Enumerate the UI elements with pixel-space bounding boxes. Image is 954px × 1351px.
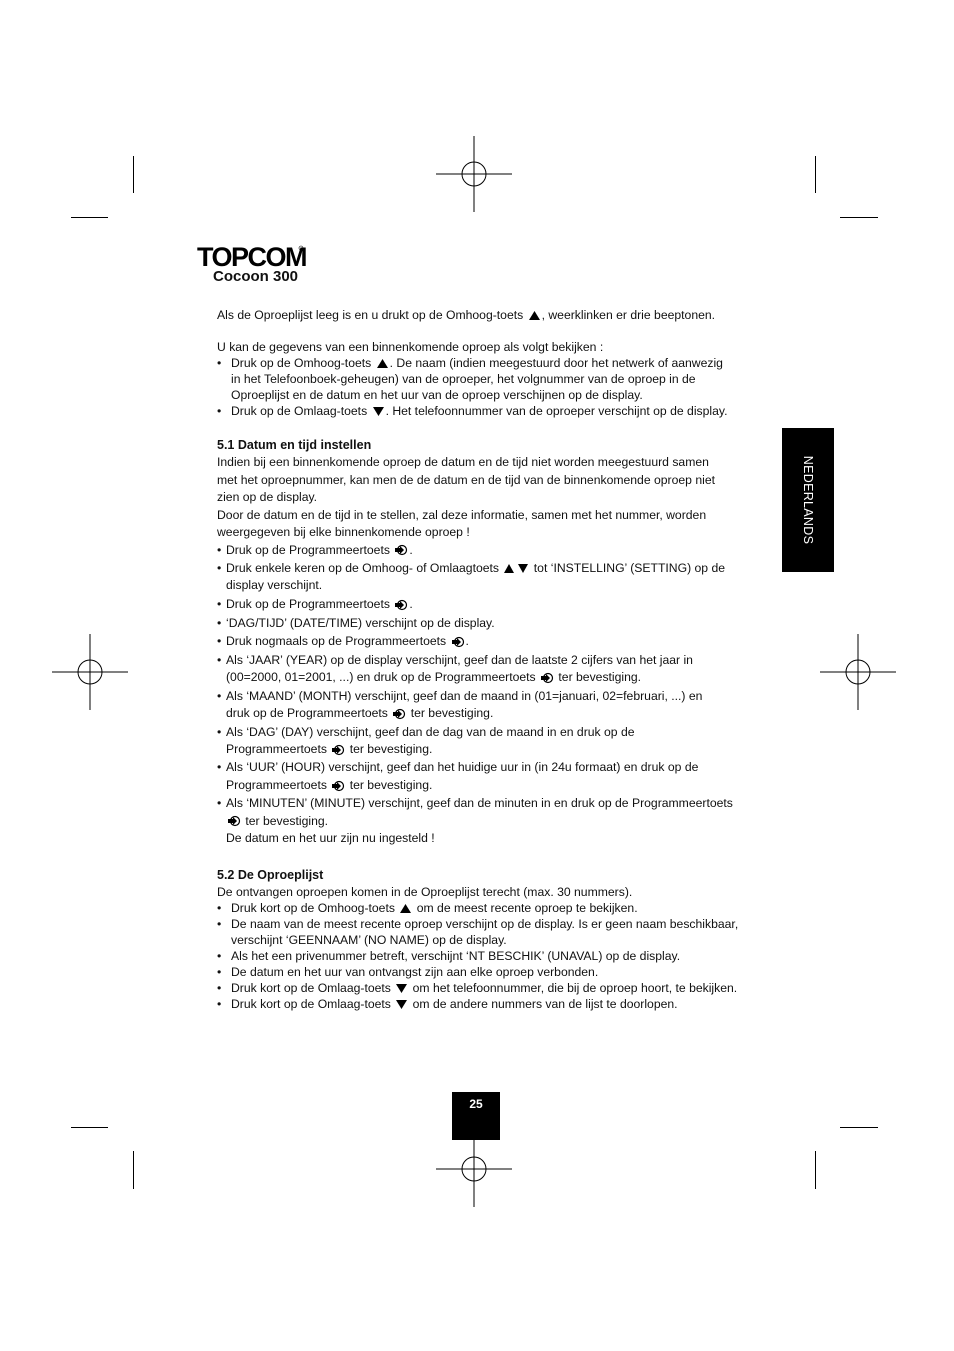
up-arrow-icon bbox=[528, 310, 541, 321]
paragraph: Indien bij een binnenkomende oproep de datum en de tijd niet worden meegestuurd samen met het oproepnummer, kan men de de datum en de tijd van de binnenkomende oproep niet zien op de display. bbox=[217, 455, 715, 504]
list-item: • ‘DAG/TIJD’ (DATE/TIME) verschijnt op de display. bbox=[217, 615, 495, 630]
paragraph: De ontvangen oproepen komen in de Oproeplijst terecht (max. 30 nummers). bbox=[217, 884, 633, 899]
crop-mark bbox=[840, 1127, 878, 1128]
list-item: • Druk kort op de Omlaag-toets om het telefoonnummer, die bij de oproep hoort, te bekijken. bbox=[217, 980, 738, 995]
down-arrow-icon bbox=[395, 999, 408, 1010]
list-item: • Druk op de Omhoog-toets . De naam (indien meegestuurd door het netwerk of aanwezig in het Telefoonboek-geheugen) van de oproeper, het volgnummer van de oproep in de Oproeplijst en de datum en het uur van de oproep verschijnen op de display. bbox=[217, 356, 723, 402]
registration-mark-icon bbox=[52, 634, 128, 710]
down-arrow-icon bbox=[372, 406, 385, 417]
up-arrow-icon bbox=[503, 563, 515, 574]
up-arrow-icon bbox=[399, 903, 412, 914]
down-arrow-icon bbox=[395, 983, 408, 994]
registration-mark-icon bbox=[436, 1131, 512, 1207]
list-item: • De datum en het uur van ontvangst zijn aan elke oproep verbonden. bbox=[217, 964, 599, 979]
list-item: • Druk op de Programmeertoets . bbox=[217, 542, 413, 557]
up-arrow-icon bbox=[376, 358, 389, 369]
section-heading: 5.2 De Oproeplijst bbox=[217, 867, 324, 882]
svg-text:TOPCOM: TOPCOM bbox=[197, 242, 307, 270]
crop-mark bbox=[133, 1151, 134, 1189]
crop-mark bbox=[71, 217, 108, 218]
page-number-box bbox=[452, 1092, 500, 1140]
list-item: • Als ‘UUR’ (HOUR) verschijnt, geef dan het huidige uur in (in 24u formaat) en druk op de Programmeertoets ter bevestiging. bbox=[217, 760, 699, 792]
model-name: Cocoon 300 bbox=[213, 268, 299, 285]
list-item: • Als ‘JAAR’ (YEAR) op de display verschijnt, geef dan de laatste 2 cijfers van het jaar in (00=2000, 01=2001, ...) en druk op de Programmeertoets ter bevestiging. bbox=[217, 652, 693, 685]
list-item: • Druk kort op de Omhoog-toets om de meest recente oproep te bekijken. bbox=[217, 900, 638, 915]
section-heading: 5.1 Datum en tijd instellen bbox=[217, 438, 372, 452]
list-item: • Als ‘MINUTEN’ (MINUTE) verschijnt, geef dan de minuten in en druk op de Programmeertoets ter bevestiging. De datum en het uur zijn nu ingesteld ! bbox=[217, 796, 733, 845]
list-item: • Druk nogmaals op de Programmeertoets . bbox=[217, 634, 469, 649]
list-item: • Druk kort op de Omlaag-toets om de andere nummers van de lijst te doorlopen. bbox=[217, 996, 678, 1011]
program-key-icon bbox=[451, 636, 465, 648]
registration-mark-icon bbox=[820, 634, 896, 710]
program-key-icon bbox=[540, 672, 554, 684]
list-item: • Als ‘MAAND’ (MONTH) verschijnt, geef dan de maand in (01=januari, 02=februari, ...) en druk op de Programmeertoets ter bevestiging. bbox=[217, 688, 703, 720]
list-item: • Druk op de Programmeertoets . bbox=[217, 596, 413, 611]
crop-mark bbox=[815, 156, 816, 193]
main-content bbox=[217, 307, 752, 1012]
language-tab bbox=[782, 428, 834, 572]
crop-mark bbox=[840, 217, 878, 218]
intro-paragraph: Als de Oproeplijst leeg is en u drukt op de Omhoog-toets , weerklinken er drie beeptonen. bbox=[217, 308, 716, 322]
crop-mark bbox=[71, 1127, 108, 1128]
down-arrow-icon bbox=[517, 563, 529, 574]
page-number: 25 bbox=[469, 1097, 483, 1111]
crop-mark bbox=[815, 1151, 816, 1189]
crop-mark bbox=[133, 156, 134, 193]
list-item: • Als het een privenummer betreft, verschijnt ‘NT BESCHIK’ (UNAVAL) op de display. bbox=[217, 948, 681, 963]
program-key-icon bbox=[394, 599, 408, 611]
program-key-icon bbox=[394, 544, 408, 556]
program-key-icon bbox=[331, 744, 345, 756]
registration-mark-icon bbox=[436, 136, 512, 212]
program-key-icon bbox=[331, 780, 345, 792]
program-key-icon bbox=[392, 708, 406, 720]
topcom-logo bbox=[197, 240, 307, 270]
paragraph: Door de datum en de tijd in te stellen, zal deze informatie, samen met het nummer, worden weergegeven bij elke binnenkomende oproep ! bbox=[217, 507, 707, 539]
list-item: • Druk op de Omlaag-toets . Het telefoonnummer van de oproeper verschijnt op de display. bbox=[217, 404, 728, 418]
list-item: • Druk enkele keren op de Omhoog- of Omlaagtoets tot ‘INSTELLING’ (SETTING) op de display verschijnt. bbox=[217, 561, 726, 593]
intro-paragraph: U kan de gegevens van een binnenkomende oproep als volgt bekijken : bbox=[217, 340, 604, 354]
language-tab-label: NEDERLANDS bbox=[801, 455, 815, 545]
program-key-icon bbox=[227, 815, 241, 827]
list-item: • Als ‘DAG’ (DAY) verschijnt, geef dan de dag van de maand in en druk op de Programmeertoets ter bevestiging. bbox=[217, 724, 635, 756]
list-item: • De naam van de meest recente oproep verschijnt op de display. Is er geen naam beschikbaar, verschijnt ‘GEENNAAM’ (NO NAME) op de display. bbox=[217, 916, 739, 947]
